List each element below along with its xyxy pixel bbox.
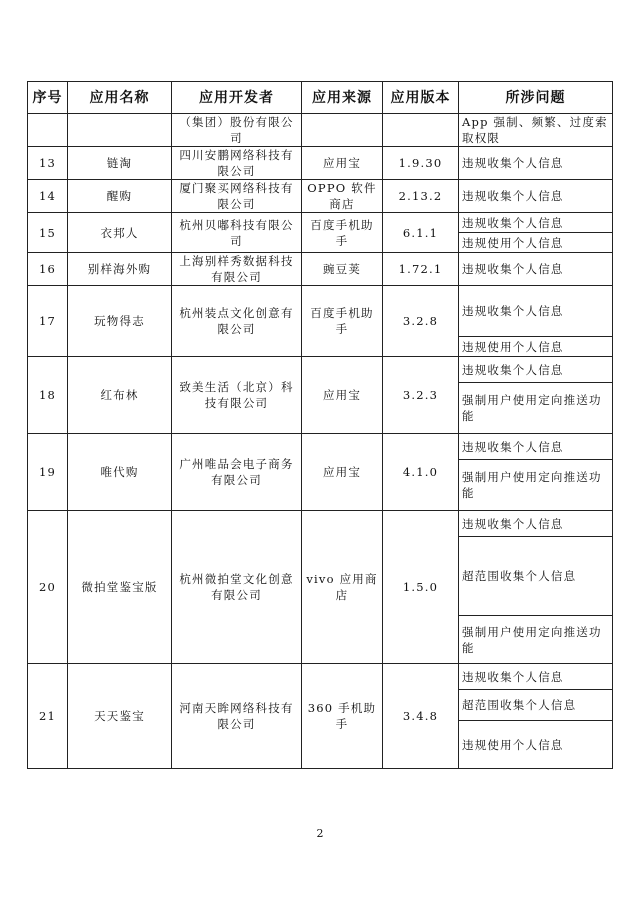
developer-cell: 杭州装点文化创意有限公司: [172, 286, 302, 357]
header-app-name: 应用名称: [68, 82, 172, 114]
developer-cell: 厦门聚买网络科技有限公司: [172, 180, 302, 213]
app-name-cell: 衣邦人: [68, 213, 172, 253]
header-num: 序号: [28, 82, 68, 114]
developer-cell: 杭州贝嘟科技有限公司: [172, 213, 302, 253]
version-cell: 6.1.1: [383, 213, 459, 253]
app-name-cell: 醒购: [68, 180, 172, 213]
developer-cell: 杭州微拍堂文化创意有限公司: [172, 511, 302, 664]
app-number-cell: 14: [28, 180, 68, 213]
page-number: 2: [316, 827, 324, 840]
version-cell: [383, 114, 459, 147]
source-cell: 应用宝: [302, 147, 383, 180]
app-name-cell: 玩物得志: [68, 286, 172, 357]
version-cell: 3.4.8: [383, 664, 459, 769]
app-number-cell: 15: [28, 213, 68, 253]
source-cell: [302, 114, 383, 147]
issue-cell: 违规收集个人信息: [459, 664, 613, 690]
app-number-cell: 21: [28, 664, 68, 769]
table-row: [28, 213, 613, 233]
issue-cell: 强制用户使用定向推送功能: [459, 383, 613, 434]
issue-cell: 违规收集个人信息: [459, 434, 613, 460]
source-cell: OPPO 软件商店: [302, 180, 383, 213]
app-number-cell: 19: [28, 434, 68, 511]
version-cell: 4.1.0: [383, 434, 459, 511]
issue-cell: 违规使用个人信息: [459, 721, 613, 769]
app-number-cell: [28, 114, 68, 147]
issue-cell: 超范围收集个人信息: [459, 690, 613, 721]
issue-cell: 违规使用个人信息: [459, 233, 613, 253]
issue-cell: 强制用户使用定向推送功能: [459, 616, 613, 664]
issue-cell: 违规收集个人信息: [459, 147, 613, 180]
source-cell: vivo 应用商店: [302, 511, 383, 664]
developer-cell: 广州唯品会电子商务有限公司: [172, 434, 302, 511]
table-row: [28, 253, 613, 286]
header-version: 应用版本: [383, 82, 459, 114]
app-name-cell: [68, 114, 172, 147]
table-row: [28, 180, 613, 213]
header-row: [28, 82, 613, 114]
app-name-cell: 微拍堂鉴宝版: [68, 511, 172, 664]
issue-cell: 强制用户使用定向推送功能: [459, 460, 613, 511]
version-cell: 3.2.3: [383, 357, 459, 434]
source-cell: 应用宝: [302, 434, 383, 511]
table-header: [28, 82, 613, 114]
issue-cell: 超范围收集个人信息: [459, 537, 613, 616]
issue-cell: App 强制、频繁、过度索取权限: [459, 114, 613, 147]
table-row: [28, 511, 613, 537]
table-row: [28, 114, 613, 147]
issue-cell: 违规收集个人信息: [459, 357, 613, 383]
table-row: [28, 434, 613, 460]
header-developer: 应用开发者: [172, 82, 302, 114]
table-row: [28, 357, 613, 383]
app-issues-table: [27, 81, 613, 769]
version-cell: 3.2.8: [383, 286, 459, 357]
app-number-cell: 18: [28, 357, 68, 434]
issue-cell: 违规收集个人信息: [459, 286, 613, 337]
source-cell: 百度手机助手: [302, 286, 383, 357]
source-cell: 百度手机助手: [302, 213, 383, 253]
developer-cell: 致美生活（北京）科技有限公司: [172, 357, 302, 434]
app-name-cell: 天天鉴宝: [68, 664, 172, 769]
issue-cell: 违规收集个人信息: [459, 253, 613, 286]
table-row: [28, 664, 613, 690]
developer-cell: 河南天眸网络科技有限公司: [172, 664, 302, 769]
header-source: 应用来源: [302, 82, 383, 114]
table-row: [28, 286, 613, 337]
developer-cell: 四川安鹏网络科技有限公司: [172, 147, 302, 180]
version-cell: 1.72.1: [383, 253, 459, 286]
version-cell: 1.9.30: [383, 147, 459, 180]
header-issues: 所涉问题: [459, 82, 613, 114]
app-number-cell: 17: [28, 286, 68, 357]
app-name-cell: 唯代购: [68, 434, 172, 511]
table-body: [28, 114, 613, 769]
developer-cell: 上海别样秀数据科技有限公司: [172, 253, 302, 286]
app-name-cell: 别样海外购: [68, 253, 172, 286]
app-number-cell: 16: [28, 253, 68, 286]
version-cell: 1.5.0: [383, 511, 459, 664]
source-cell: 应用宝: [302, 357, 383, 434]
issue-cell: 违规收集个人信息: [459, 213, 613, 233]
source-cell: 360 手机助手: [302, 664, 383, 769]
issue-cell: 违规使用个人信息: [459, 337, 613, 357]
app-number-cell: 13: [28, 147, 68, 180]
issue-cell: 违规收集个人信息: [459, 180, 613, 213]
app-name-cell: 红布林: [68, 357, 172, 434]
source-cell: 豌豆荚: [302, 253, 383, 286]
table-row: [28, 147, 613, 180]
issue-cell: 违规收集个人信息: [459, 511, 613, 537]
version-cell: 2.13.2: [383, 180, 459, 213]
app-number-cell: 20: [28, 511, 68, 664]
developer-cell: （集团）股份有限公司: [172, 114, 302, 147]
app-name-cell: 链淘: [68, 147, 172, 180]
